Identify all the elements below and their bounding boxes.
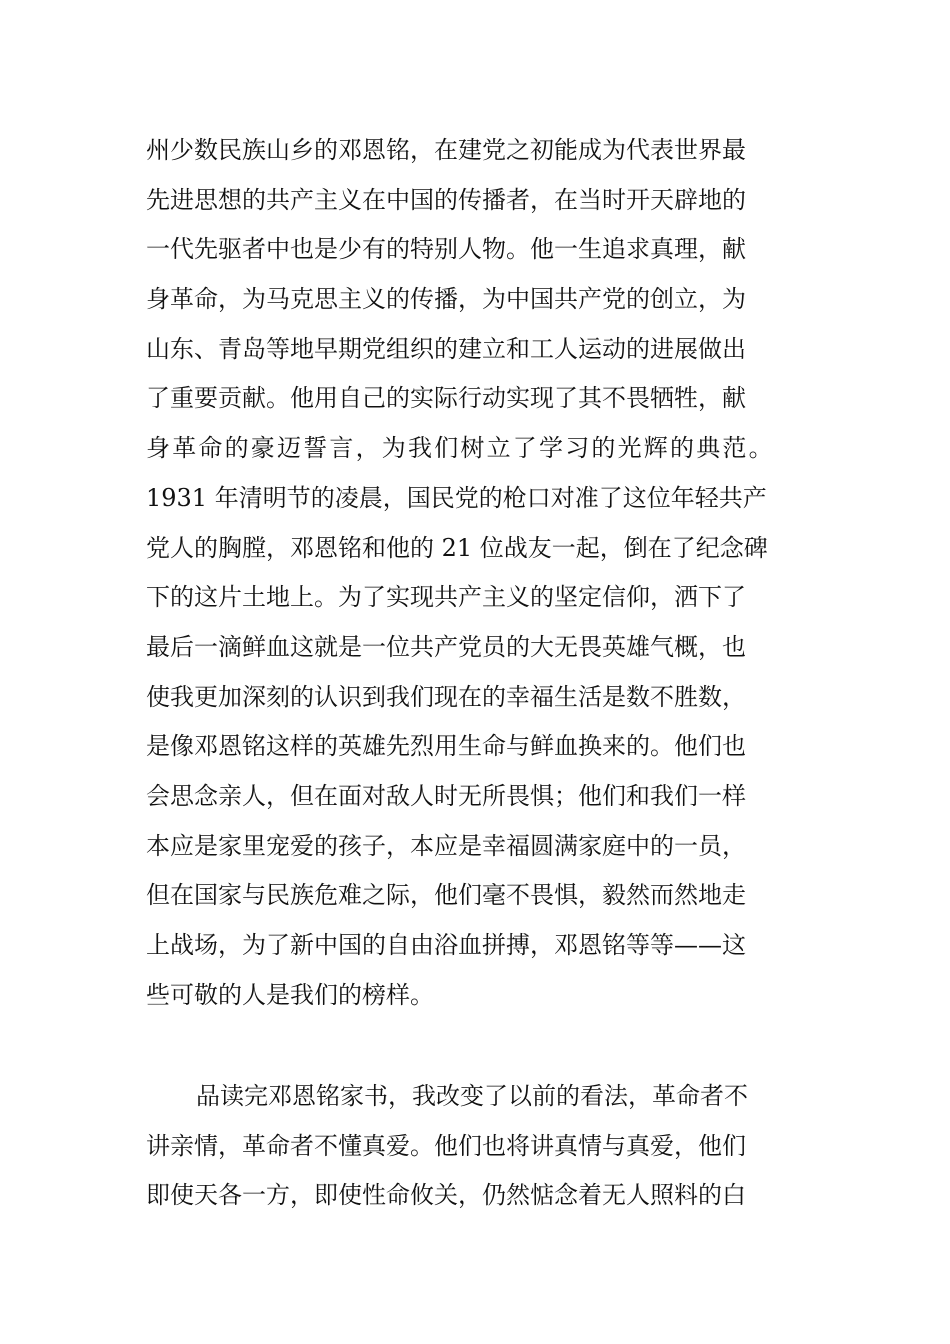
paragraph-2 (146, 1072, 826, 1221)
text-line: 使我更加深刻的认识到我们现在的幸福生活是数不胜数， (146, 682, 746, 711)
text-line: 身革命，为马克思主义的传播，为中国共产党的创立，为 (146, 285, 746, 314)
text-line: 州少数民族山乡的邓恩铭，在建党之初能成为代表世界最 (146, 136, 746, 164)
text-line: 即使天各一方，即使性命攸关，仍然惦念着无人照料的白 (146, 1181, 746, 1210)
text-line: 品读完邓恩铭家书，我改变了以前的看法，革命者不 (196, 1082, 748, 1110)
text-line: 讲亲情，革命者不懂真爱。他们也将讲真情与真爱，他们 (146, 1131, 746, 1160)
text-line: 1931 年清明节的凌晨，国民党的枪口对准了这位年轻共产 (146, 483, 767, 512)
text-line: 先进思想的共产主义在中国的传播者，在当时开天辟地的 (146, 185, 746, 214)
text-line: 但在国家与民族危难之际，他们毫不畏惧，毅然而然地走 (146, 881, 746, 910)
text-line: 一代先驱者中也是少有的特别人物。他一生追求真理，献 (146, 235, 746, 264)
text-line: 些可敬的人是我们的榜样。 (146, 980, 434, 1009)
paragraph-1 (146, 126, 826, 1020)
text-line: 山东、青岛等地早期党组织的建立和工人运动的进展做出 (146, 334, 746, 363)
text-line: 会思念亲人，但在面对敌人时无所畏惧；他们和我们一样 (146, 781, 746, 810)
text-line: 党人的胸膛，邓恩铭和他的 21 位战友一起，倒在了纪念碑 (146, 533, 768, 562)
text-line: 上战场，为了新中国的自由浴血拼搏，邓恩铭等等——这 (146, 931, 746, 959)
text-line: 下的这片土地上。为了实现共产主义的坚定信仰，洒下了 (146, 583, 746, 612)
text-line: 身革命的豪迈誓言，为我们树立了学习的光辉的典范。 (146, 434, 775, 463)
text-line: 本应是家里宠爱的孩子，本应是幸福圆满家庭中的一员， (146, 831, 746, 860)
text-line: 了重要贡献。他用自己的实际行动实现了其不畏牺牲，献 (146, 384, 746, 413)
text-line: 是像邓恩铭这样的英雄先烈用生命与鲜血换来的。他们也 (146, 732, 746, 761)
text-line: 最后一滴鲜血这就是一位共产党员的大无畏英雄气概，也 (146, 632, 746, 661)
